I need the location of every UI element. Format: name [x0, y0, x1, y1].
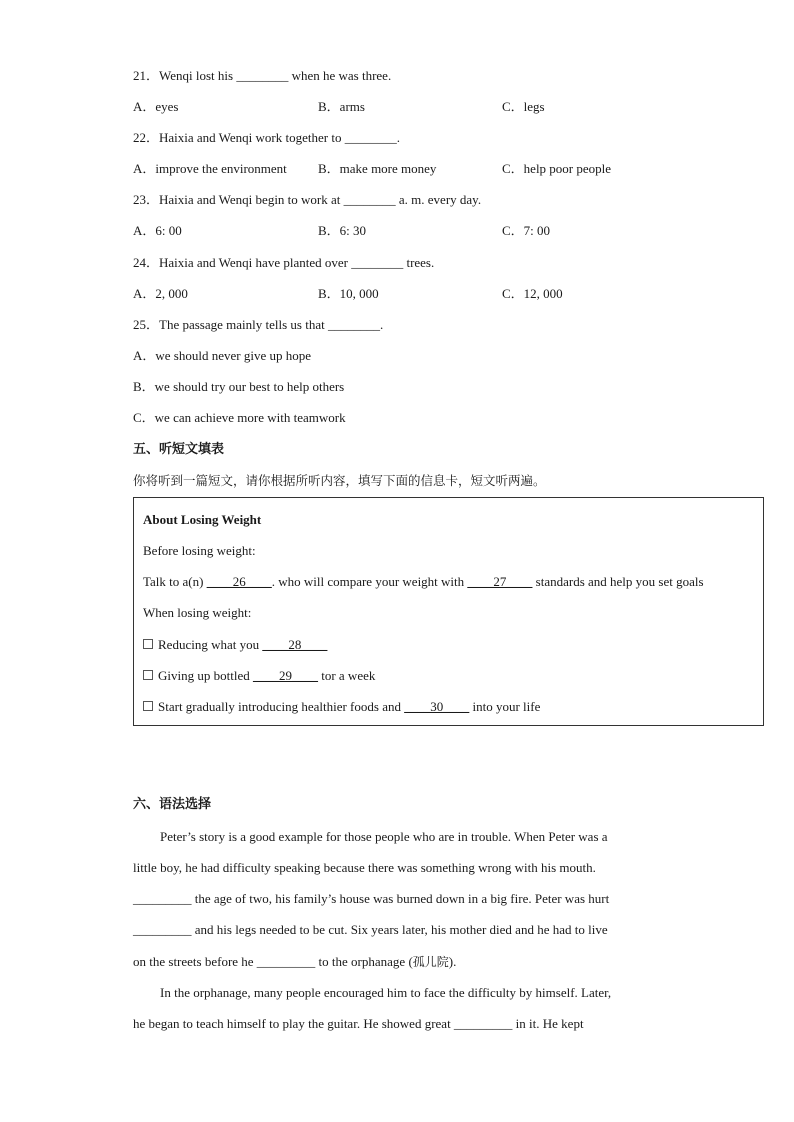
talk-line — [143, 574, 704, 590]
question-25-stem: 25．The passage mainly tells us that ________. — [133, 317, 384, 332]
question-22-stem: 22．Haixia and Wenqi work together to ________. — [133, 130, 400, 145]
question-22-option-a: A．improve the environment — [133, 161, 287, 176]
when-label: When losing weight: — [143, 605, 252, 620]
question-23-stem: 23．Haixia and Wenqi begin to work at ________ a. m. every day. — [133, 192, 482, 207]
passage-line-5-post: ). — [448, 954, 457, 969]
question-22-option-b: B．make more money — [318, 161, 437, 176]
blank-26: ____26____ — [206, 574, 272, 589]
item-30-post: into your life — [469, 699, 541, 714]
info-card-title: About Losing Weight — [143, 512, 262, 527]
section-6-title: 六、语法选择 — [133, 797, 212, 812]
blank-28: ____28____ — [262, 637, 328, 652]
question-21-option-c: C．legs — [502, 99, 545, 114]
question-25-option-c: C．we can achieve more with teamwork — [133, 410, 346, 425]
info-card — [133, 497, 764, 726]
passage-line-5-pre: on the streets before he _________ to the orphanage ( — [133, 954, 413, 969]
question-22-option-c: C．help poor people — [502, 161, 612, 176]
question-25-option-b: B．we should try our best to help others — [133, 379, 345, 394]
talk-post: standards and help you set goals — [532, 574, 704, 589]
question-23-option-b: B．6: 30 — [318, 223, 367, 238]
checkbox-icon — [143, 701, 153, 711]
item-28-pre: Reducing what you — [158, 637, 263, 652]
question-21-option-b: B．arms — [318, 99, 365, 114]
passage-line-5 — [133, 954, 456, 970]
section-5-instruction: 你将听到一篇短文，请你根据所听内容，填写下面的信息卡，短文听两遍。 — [133, 473, 546, 488]
item-29-pre: Giving up bottled — [158, 668, 253, 683]
question-24-option-b: B．10, 000 — [318, 286, 379, 301]
before-label: Before losing weight: — [143, 543, 256, 558]
question-21-stem: 21．Wenqi lost his ________ when he was three. — [133, 68, 392, 83]
checkbox-icon — [143, 670, 153, 680]
talk-mid: . who will compare your weight with — [271, 574, 468, 589]
checkbox-icon — [143, 639, 153, 649]
item-29-post: tor a week — [317, 668, 376, 683]
question-23-option-c: C．7: 00 — [502, 223, 551, 238]
item-29 — [143, 668, 375, 684]
passage-line-1: Peter’s story is a good example for those people who are in trouble. When Peter was a — [160, 829, 608, 844]
question-24-option-a: A．2, 000 — [133, 286, 188, 301]
blank-29: ____29____ — [252, 668, 318, 683]
item-30 — [143, 699, 540, 715]
question-25-option-a: A．we should never give up hope — [133, 348, 311, 363]
blank-27: ____27____ — [467, 574, 533, 589]
question-24-stem: 24．Haixia and Wenqi have planted over ________ trees. — [133, 255, 435, 270]
question-21-option-a: A．eyes — [133, 99, 179, 114]
question-23-option-a: A．6: 00 — [133, 223, 182, 238]
passage-line-4: _________ and his legs needed to be cut. Six years later, his mother died and he had to live — [133, 922, 608, 937]
blank-30: ____30____ — [404, 699, 470, 714]
question-24-option-c: C．12, 000 — [502, 286, 563, 301]
passage-line-6: In the orphanage, many people encouraged him to face the difficulty by himself. Later, — [160, 985, 612, 1000]
section-5-title: 五、听短文填表 — [133, 442, 225, 457]
passage-line-2: little boy, he had difficulty speaking because there was something wrong with his mouth. — [133, 860, 596, 875]
item-28 — [143, 637, 327, 653]
passage-line-7: he began to teach himself to play the guitar. He showed great _________ in it. He kept — [133, 1016, 584, 1031]
passage-line-3: _________ the age of two, his family’s house was burned down in a big fire. Peter was hurt — [133, 891, 610, 906]
item-30-pre: Start gradually introducing healthier foods and — [158, 699, 405, 714]
talk-pre: Talk to a(n) — [143, 574, 207, 589]
passage-line-5-cn: 孤儿院 — [412, 955, 449, 969]
